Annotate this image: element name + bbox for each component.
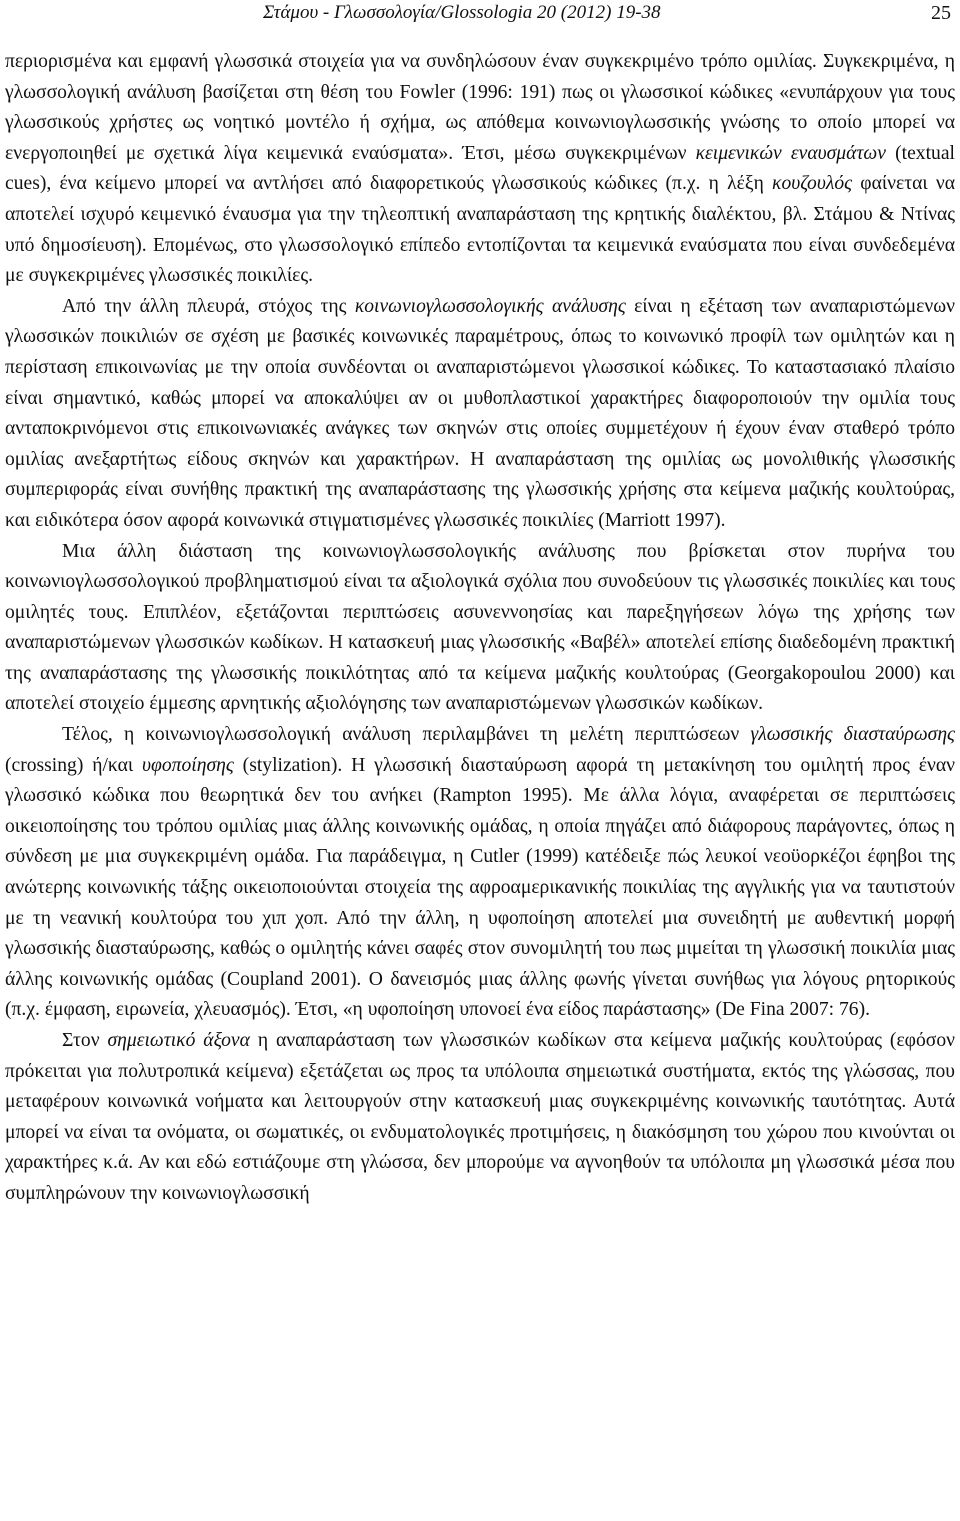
text-segment: Στον <box>62 1030 108 1051</box>
paragraph <box>5 537 955 721</box>
running-header <box>5 0 955 30</box>
text-segment: (stylization). Η γλωσσική διασταύρωση αφορά τη μετακίνηση του ομιλητή προς έναν γλωσσικό κώδικα που θεωρητικά δεν του ανήκει (Rampton 1995). Με άλλα λόγια, αναφέρεται σε περιπτώσεις οικειοποίησης του τρόπου ομιλίας μιας άλλης κοινωνικής ομάδας, η οποία πηγάζει από διάφορους παράγοντες, όπως η σύνδεση με μια συγκεκριμένη ομάδα. Για παράδειγμα, η Cutler (1999) κατέδειξε πώς λευκοί νεοϋορκέζοι έφηβοι της ανώτερης κοινωνικής τάξης οικειοποιούνται στοιχεία της αφροαμερικανικής ποικιλίας της αγγλικής για να ταυτιστούν με τη νεανική κουλτούρα του χιπ χοπ. Από την άλλη, η υφοποίηση αποτελεί μια συνειδητή με αυθεντική μορφή γλωσσικής διασταύρωσης, καθώς ο ομιλητής κάνει σαφές στον συνομιλητή του πως μιμείται τη γλωσσική ποικιλία μιας άλλης κοινωνικής ομάδας (Coupland 2001). Ο δανεισμός μιας άλλης φωνής γίνεται συνήθως για λόγους ρητορικούς (π.χ. έμφαση, ειρωνεία, χλευασμός). Έτσι, «η υφοποίηση υπονοεί ένα είδος παράστασης» (De Fina 2007: 76). <box>5 754 955 1021</box>
paragraph <box>5 1026 955 1210</box>
text-segment: είναι η εξέταση των αναπαριστώμενων γλωσσικών ποικιλιών σε σχέση με βασικές κοινωνικές παραμέτρους, όπως το κοινωνικό προφίλ των ομιλητών και η περίσταση επικοινωνίας με την οποία συνδέονται οι αναπαριστώμενοι γλωσσικοί κώδικες. Το καταστασιακό πλαίσιο είναι σημαντικό, καθώς μπορεί να αποκαλύψει αν οι μυθοπλαστικοί χαρακτήρες διαφοροποιούν την ομιλία τους ανταποκρινόμενοι στις επικοινωνιακές ανάγκες των σκηνών στις οποίες συμμετέχουν ή έχουν έναν σταθερό τρόπο ομιλίας ανεξαρτήτως είδους σκηνών και χαρακτήρων. Η αναπαράσταση της ομιλίας ως μονολιθικής γλωσσικής συμπεριφοράς είναι συνήθης πρακτική της αναπαράστασης της γλωσσικής χρήσης στα κείμενα μαζικής κουλτούρας, και ειδικότερα όσον αφορά κοινωνικά στιγματισμένες γλωσσικές ποικιλίες (Marriott 1997). <box>5 295 955 531</box>
text-segment: Μια άλλη διάσταση της κοινωνιογλωσσολογικής ανάλυσης που βρίσκεται στον πυρήνα του κοινωνιογλωσσολογικού προβληματισμού είναι τα αξιολογικά σχόλια που συνοδεύουν τις γλωσσικές ποικιλίες και τους ομιλητές τους. Επιπλέον, εξετάζονται περιπτώσεις ασυνεννοησίας και παρεξηγήσεων λόγω της χρήσης των αναπαριστώμενων γλωσσικών κωδίκων. Η κατασκευή μιας γλωσσικής «Βαβέλ» αποτελεί επίσης διαδεδομένη πρακτική της αναπαράστασης της γλωσσικής ποικιλότητας από τα κείμενα μαζικής κουλτούρας (Georgakopoulou 2000) και αποτελεί στοιχείο έμμεσης αρνητικής αξιολόγησης των αναπαριστώμενων γλωσσικών κωδίκων. <box>5 540 955 715</box>
italic-term: υφοποίησης <box>142 754 234 776</box>
italic-term: γλωσσικής διασταύρωσης <box>750 724 955 746</box>
text-segment: (textual cues), ένα κείμενο μπορεί να αντλήσει από διαφορετικούς γλωσσικούς κώδικες (π.χ. η λέξη <box>5 142 955 195</box>
paragraph <box>5 292 955 537</box>
paragraph <box>5 720 955 1026</box>
text-segment: (crossing) ή/και <box>5 754 143 776</box>
body-text <box>5 47 955 1521</box>
running-title: Στάμου - Γλωσσολογία/Glossologia 20 (2012) 19-38 <box>263 2 661 23</box>
italic-term: κειμενικών εναυσμάτων <box>695 142 886 164</box>
text-segment: περιορισμένα και εμφανή γλωσσικά στοιχεία για να συνδηλώσουν έναν συγκεκριμένο τρόπο ομιλίας. Συγκεκριμένα, η γλωσσολογική ανάλυση βασίζεται στη θέση του Fowler (1996: 191) πως οι γλωσσικοί κώδικες «ενυπάρχουν για τους γλωσσικούς χρήστες ως νοητικό μοντέλο ή σχήμα, ως απόθεμα κοινωνιογλωσσικής γνώσης το οποίο μπορεί να ενεργοποιηθεί με σχετικά λίγα κειμενικά εναύσματα». Έτσι, μέσω συγκεκριμένων <box>5 51 955 164</box>
page-number: 25 <box>931 2 951 24</box>
italic-term: κοινωνιογλωσσολογικής ανάλυσης <box>354 295 626 317</box>
text-segment: Από την άλλη πλευρά, στόχος της <box>62 295 355 317</box>
italic-term: κουζουλός <box>772 173 853 195</box>
text-segment: η αναπαράσταση των γλωσσικών κωδίκων στα κείμενα μαζικής κουλτούρας (εφόσον πρόκειται για πολυτροπικά κείμενα) εξετάζεται ως προς τα υπόλοιπα σημειωτικά συστήματα, εκτός της γλώσσας, που μεταφέρουν κοινωνικά νοήματα και λειτουργούν στην κατασκευή μιας συγκεκριμένης κοινωνικής ταυτότητας. Αυτά μπορεί να είναι τα ονόματα, οι σωματικές, οι ενδυματολογικές προτιμήσεις, η διακόσμηση του χώρου που κινούνται οι χαρακτήρες κ.ά. Αν και εδώ εστιάζουμε στη γλώσσα, δεν μπορούμε να αγνοηθούν τα υπόλοιπα μη γλωσσικά μέσα που συμπληρώνουν την κοινωνιογλωσσική <box>5 1030 955 1204</box>
text-segment: Τέλος, η κοινωνιογλωσσολογική ανάλυση περιλαμβάνει τη μελέτη περιπτώσεων <box>62 724 751 746</box>
italic-term: σημειωτικό άξονα <box>107 1030 250 1051</box>
text-segment: φαίνεται να αποτελεί ισχυρό κειμενικό έναυσμα για την τηλεοπτική αναπαράσταση της κρητικής διαλέκτου, βλ. Στάμου & Ντίνας υπό δημοσίευση). Επομένως, στο γλωσσολογικό επίπεδο εντοπίζονται τα κειμενικά εναύσματα που είναι συνδεδεμένα με συγκεκριμένες γλωσσικές ποικιλίες. <box>5 173 955 287</box>
paragraph <box>5 47 955 292</box>
